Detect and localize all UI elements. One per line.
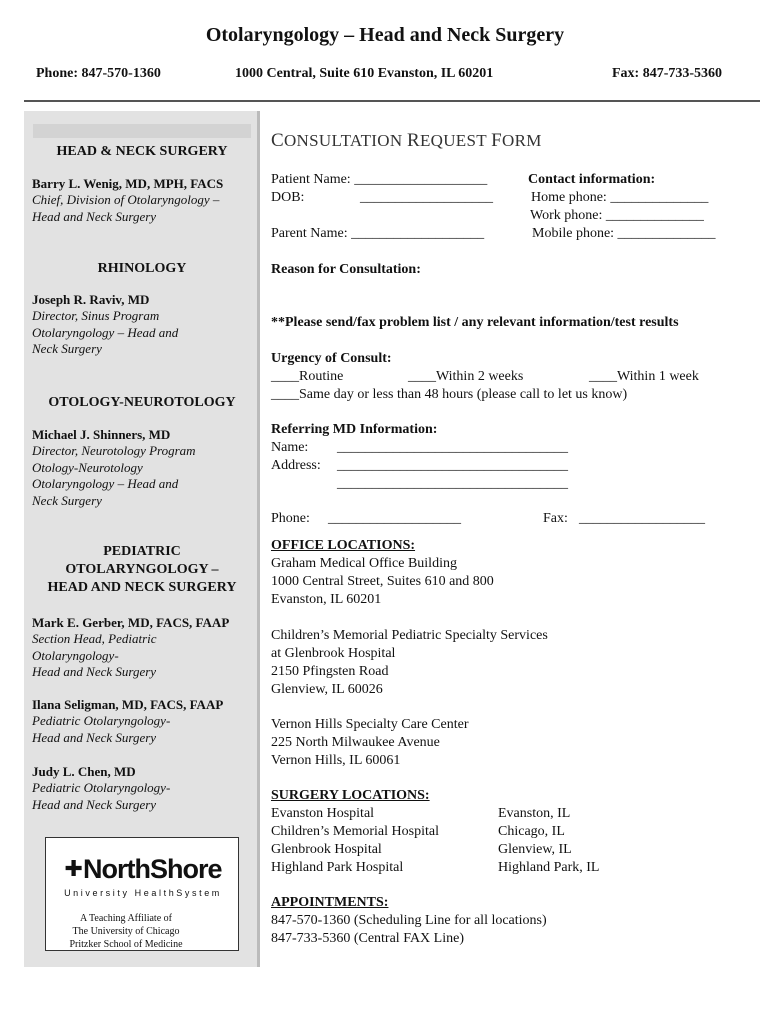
- section-heading-rhinology: RHINOLOGY: [97, 261, 187, 276]
- home-phone-field[interactable]: Home phone: ______________: [531, 190, 709, 205]
- logo-subtitle: University HealthSystem: [64, 888, 222, 898]
- northshore-logo-box: [45, 837, 239, 951]
- office-line: Vernon Hills, IL 60061: [271, 753, 401, 768]
- surgery-city: Highland Park, IL: [498, 860, 600, 875]
- patient-name-field[interactable]: Patient Name: ___________________: [271, 172, 488, 187]
- doctor-title-gerber-1: Section Head, Pediatric: [32, 631, 157, 646]
- doctor-name-seligman: Ilana Seligman, MD, FACS, FAAP: [32, 697, 224, 712]
- surgery-city: Glenview, IL: [498, 842, 572, 857]
- doctor-title-seligman-2: Head and Neck Surgery: [32, 729, 157, 745]
- affiliate-line-2: The University of Chicago: [72, 926, 180, 937]
- parent-name-field[interactable]: Parent Name: ___________________: [271, 226, 485, 241]
- form-title: CONSULTATION REQUEST FORM: [271, 130, 542, 151]
- appointment-line-scheduling: 847-570-1360 (Scheduling Line for all locations): [271, 913, 547, 928]
- surgery-hospital: Glenbrook Hospital: [271, 842, 382, 857]
- referring-fax-label: Fax:: [543, 511, 568, 526]
- referring-address-field-2[interactable]: _________________________________: [337, 476, 568, 491]
- work-phone-field[interactable]: Work phone: ______________: [530, 208, 704, 223]
- page-title: Otolaryngology – Head and Neck Surgery: [205, 24, 565, 46]
- header-fax: Fax: 847-733-5360: [612, 66, 723, 81]
- please-send-note: **Please send/fax problem list / any relevant information/test results: [271, 315, 679, 330]
- northshore-logo: [46, 854, 240, 885]
- office-line: Vernon Hills Specialty Care Center: [271, 717, 469, 732]
- referring-fax-field[interactable]: __________________: [579, 511, 705, 526]
- urgency-label: Urgency of Consult:: [271, 351, 392, 366]
- urgency-2-weeks[interactable]: ____Within 2 weeks: [408, 369, 524, 384]
- header-phone: Phone: 847-570-1360: [36, 66, 161, 81]
- referring-name-label: Name:: [271, 440, 309, 455]
- surgery-hospital: Children’s Memorial Hospital: [271, 824, 439, 839]
- doctor-name-wenig: Barry L. Wenig, MD, MPH, FACS: [32, 176, 224, 191]
- doctor-title-raviv-1: Director, Sinus Program: [32, 308, 160, 323]
- doctor-name-shinners: Michael J. Shinners, MD: [32, 427, 171, 442]
- doctor-title-gerber-3: Head and Neck Surgery: [32, 664, 157, 679]
- referring-label: Referring MD Information:: [271, 422, 438, 437]
- dob-label: DOB:: [271, 190, 305, 205]
- office-line: 2150 Pfingsten Road: [271, 664, 389, 679]
- referring-address-field[interactable]: _________________________________: [337, 458, 568, 473]
- office-line: 225 North Milwaukee Avenue: [271, 735, 440, 750]
- surgery-city: Evanston, IL: [498, 806, 571, 821]
- office-line: Glenview, IL 60026: [271, 682, 383, 697]
- office-line: Evanston, IL 60201: [271, 592, 382, 607]
- section-heading-pediatric-1: PEDIATRIC: [103, 544, 181, 559]
- surgery-hospital: Highland Park Hospital: [271, 860, 404, 875]
- referring-address-label: Address:: [271, 458, 321, 473]
- referring-phone-field[interactable]: ___________________: [328, 511, 461, 526]
- logo-wordmark: NorthShore: [82, 854, 222, 884]
- office-line: at Glenbrook Hospital: [271, 646, 396, 661]
- office-line: Children’s Memorial Pediatric Specialty Services: [271, 628, 548, 643]
- mobile-phone-field[interactable]: Mobile phone: ______________: [532, 226, 716, 241]
- doctor-name-gerber: Mark E. Gerber, MD, FACS, FAAP: [32, 615, 230, 630]
- affiliate-line-1: A Teaching Affiliate of: [80, 913, 172, 924]
- doctor-name-raviv: Joseph R. Raviv, MD: [32, 292, 150, 307]
- doctor-title-chen-2: Head and Neck Surgery: [32, 796, 157, 812]
- surgery-hospital: Evanston Hospital: [271, 806, 375, 821]
- reason-label: Reason for Consultation:: [271, 262, 421, 277]
- referring-phone-label: Phone:: [271, 511, 310, 526]
- section-heading-pediatric-3: HEAD AND NECK SURGERY: [47, 580, 237, 595]
- appointments-heading: APPOINTMENTS:: [271, 895, 389, 910]
- medical-cross-icon: ✚: [64, 857, 82, 882]
- urgency-routine[interactable]: ____Routine: [271, 369, 344, 384]
- dob-field[interactable]: ___________________: [360, 190, 493, 205]
- urgency-1-week[interactable]: ____Within 1 week: [589, 369, 699, 384]
- doctor-title-wenig-1: Chief, Division of Otolaryngology –: [32, 192, 220, 207]
- doctor-title-shinners-3: Otolaryngology – Head and: [32, 476, 179, 491]
- referring-name-field[interactable]: _________________________________: [337, 440, 568, 455]
- contact-heading: Contact information:: [528, 172, 656, 187]
- office-line: 1000 Central Street, Suites 610 and 800: [271, 574, 494, 589]
- sidebar-top-band: [33, 124, 251, 138]
- office-line: Graham Medical Office Building: [271, 556, 457, 571]
- urgency-same-day[interactable]: ____Same day or less than 48 hours (please call to let us know): [271, 387, 628, 402]
- doctor-title-shinners-1: Director, Neurotology Program: [32, 443, 196, 458]
- header-address: 1000 Central, Suite 610 Evanston, IL 60201: [235, 66, 494, 81]
- physician-sidebar: [24, 111, 260, 967]
- doctor-title-raviv-3: Neck Surgery: [32, 341, 102, 356]
- doctor-title-chen-1: Pediatric Otolaryngology-: [32, 780, 171, 795]
- surgery-city: Chicago, IL: [498, 824, 565, 839]
- affiliate-line-3: Pritzker School of Medicine: [69, 939, 183, 950]
- surgery-locations-heading: SURGERY LOCATIONS:: [271, 788, 430, 803]
- section-heading-otology: OTOLOGY-NEUROTOLOGY: [48, 395, 236, 410]
- doctor-title-raviv-2: Otolaryngology – Head and: [32, 324, 179, 340]
- doctor-title-shinners-4: Neck Surgery: [32, 492, 102, 508]
- section-heading-head-neck: HEAD & NECK SURGERY: [56, 144, 228, 159]
- doctor-title-shinners-2: Otology-Neurotology: [32, 459, 143, 475]
- section-heading-pediatric-2: OTOLARYNGOLOGY –: [65, 562, 219, 577]
- office-locations-heading: OFFICE LOCATIONS:: [271, 538, 416, 553]
- header-divider: [24, 100, 760, 102]
- doctor-name-chen: Judy L. Chen, MD: [32, 764, 136, 779]
- appointment-line-fax: 847-733-5360 (Central FAX Line): [271, 931, 464, 946]
- doctor-title-seligman-1: Pediatric Otolaryngology-: [32, 713, 171, 728]
- doctor-title-wenig-2: Head and Neck Surgery: [32, 208, 157, 224]
- doctor-title-gerber-2: Otolaryngology-: [32, 647, 119, 663]
